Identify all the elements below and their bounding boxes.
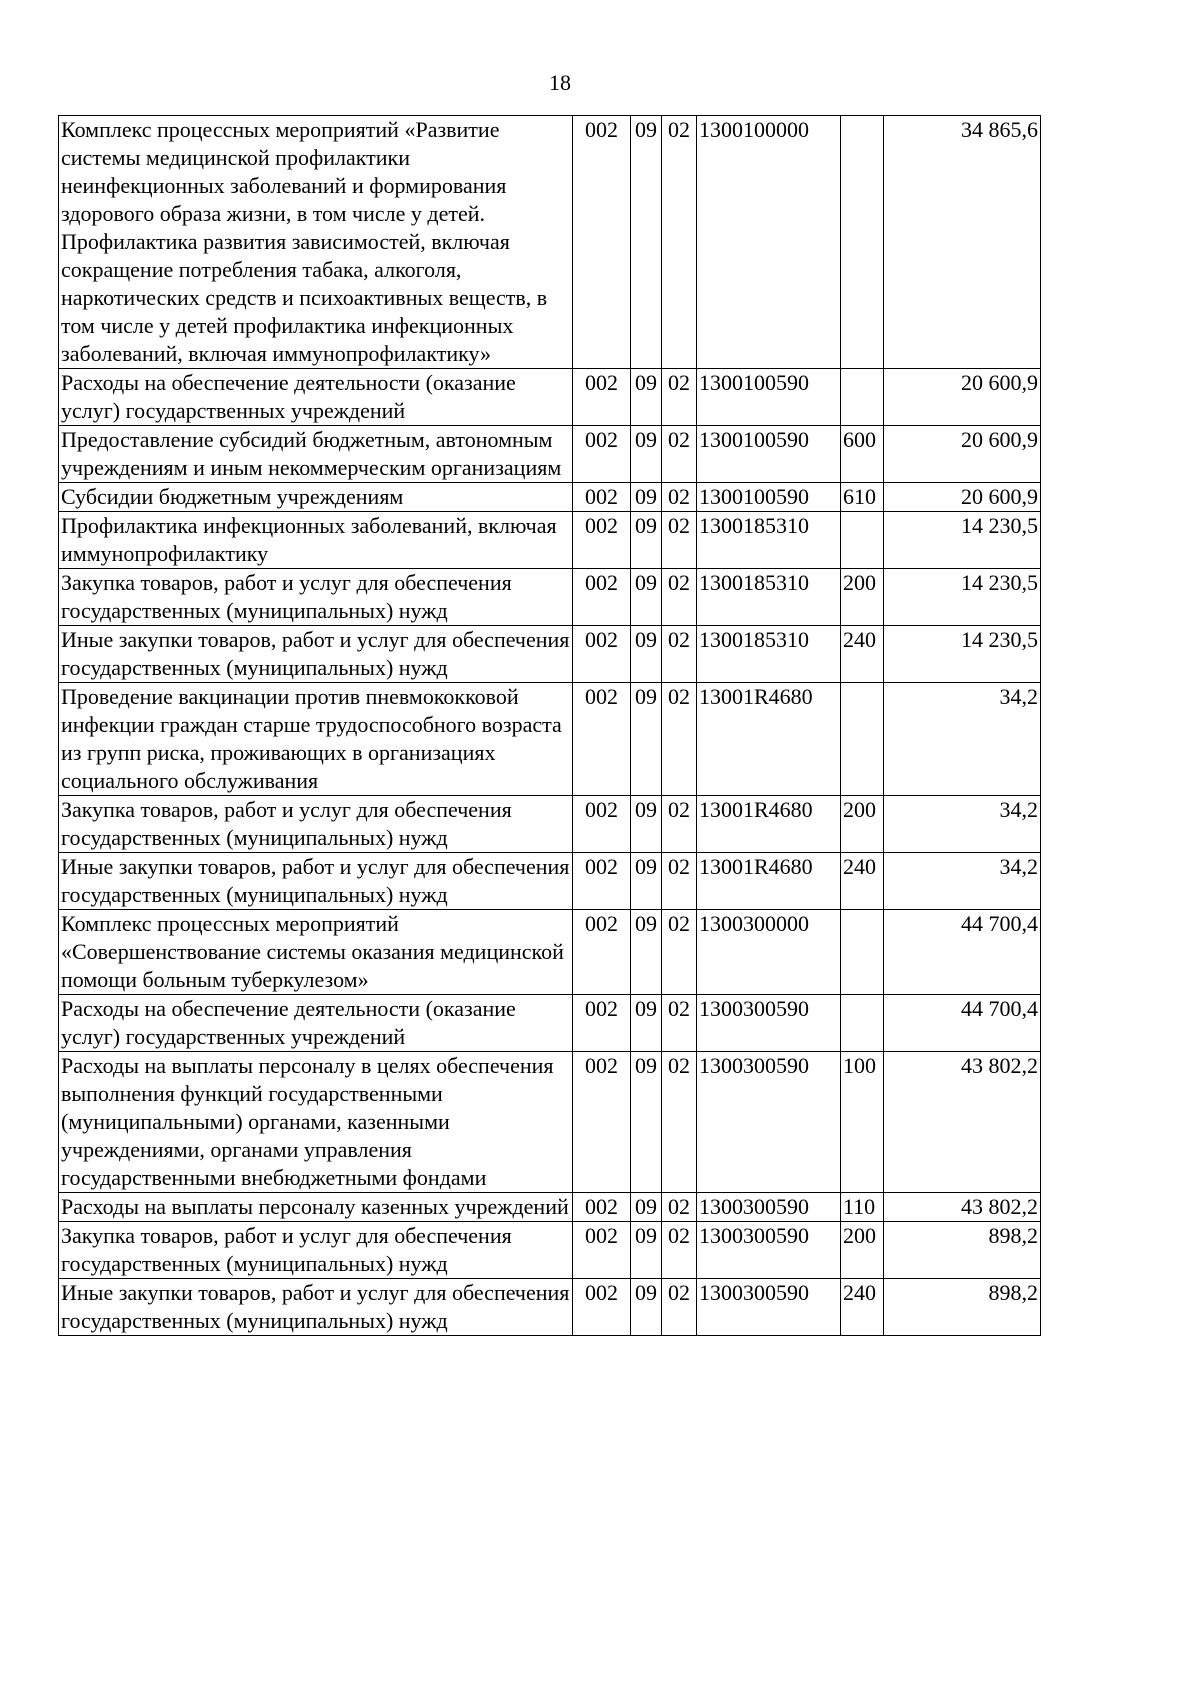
row-section-cell: 09 [631, 1279, 662, 1336]
row-amount-cell: 898,2 [884, 1222, 1041, 1279]
row-code-cell: 002 [573, 426, 631, 483]
row-subsection-cell: 02 [662, 1193, 697, 1222]
table-row [59, 116, 1041, 369]
row-name-cell: Субсидии бюджетным учреждениям [59, 483, 573, 512]
table-row [59, 1052, 1041, 1193]
row-target-article-cell: 1300300590 [697, 995, 841, 1052]
row-name-cell: Расходы на выплаты персоналу в целях обеспечения выполнения функций государственными (муниципальными) органами, казенными учреждениями, органами управления государственными внебюджетными фондами [59, 1052, 573, 1193]
row-subsection-cell: 02 [662, 569, 697, 626]
row-subsection-cell: 02 [662, 683, 697, 796]
row-section-cell: 09 [631, 569, 662, 626]
row-name-cell: Комплекс процессных мероприятий «Совершенствование системы оказания медицинской помощи больным туберкулезом» [59, 910, 573, 995]
table-row [59, 1279, 1041, 1336]
row-amount-cell: 14 230,5 [884, 626, 1041, 683]
page-number: 18 [549, 70, 571, 95]
row-code-cell: 002 [573, 1052, 631, 1193]
row-target-article-cell: 1300100000 [697, 116, 841, 369]
row-section-cell: 09 [631, 1193, 662, 1222]
row-code-cell: 002 [573, 626, 631, 683]
row-amount-cell: 20 600,9 [884, 426, 1041, 483]
row-expense-type-cell [841, 116, 884, 369]
row-section-cell: 09 [631, 910, 662, 995]
row-amount-cell: 14 230,5 [884, 569, 1041, 626]
row-target-article-cell: 1300300000 [697, 910, 841, 995]
row-code-cell: 002 [573, 910, 631, 995]
table-row [59, 910, 1041, 995]
row-amount-cell: 44 700,4 [884, 995, 1041, 1052]
table-row [59, 626, 1041, 683]
row-target-article-cell: 1300100590 [697, 483, 841, 512]
row-name-cell: Расходы на обеспечение деятельности (оказание услуг) государственных учреждений [59, 995, 573, 1052]
row-target-article-cell: 1300100590 [697, 426, 841, 483]
row-expense-type-cell: 600 [841, 426, 884, 483]
row-section-cell: 09 [631, 483, 662, 512]
row-expense-type-cell: 610 [841, 483, 884, 512]
row-expense-type-cell: 200 [841, 796, 884, 853]
row-section-cell: 09 [631, 512, 662, 569]
row-name-cell: Расходы на выплаты персоналу казенных учреждений [59, 1193, 573, 1222]
row-subsection-cell: 02 [662, 796, 697, 853]
row-name-cell: Закупка товаров, работ и услуг для обеспечения государственных (муниципальных) нужд [59, 569, 573, 626]
row-name-cell: Комплекс процессных мероприятий «Развитие системы медицинской профилактики неинфекционных заболеваний и формирования здорового образа жизни, в том числе у детей. Профилактика развития зависимостей, включая сокращение потребления табака, алкоголя, наркотических средств и психоактивных веществ, в том числе у детей профилактика инфекционных заболеваний, включая иммунопрофилактику» [59, 116, 573, 369]
row-section-cell: 09 [631, 369, 662, 426]
row-name-cell: Закупка товаров, работ и услуг для обеспечения государственных (муниципальных) нужд [59, 1222, 573, 1279]
row-target-article-cell: 1300185310 [697, 512, 841, 569]
table-row [59, 796, 1041, 853]
row-subsection-cell: 02 [662, 1052, 697, 1193]
row-code-cell: 002 [573, 483, 631, 512]
budget-table [58, 115, 1041, 1336]
row-subsection-cell: 02 [662, 995, 697, 1052]
row-amount-cell: 34,2 [884, 796, 1041, 853]
table-row [59, 1222, 1041, 1279]
row-amount-cell: 43 802,2 [884, 1193, 1041, 1222]
row-target-article-cell: 1300185310 [697, 626, 841, 683]
row-name-cell: Профилактика инфекционных заболеваний, включая иммунопрофилактику [59, 512, 573, 569]
row-target-article-cell: 13001R4680 [697, 683, 841, 796]
row-subsection-cell: 02 [662, 426, 697, 483]
row-amount-cell: 43 802,2 [884, 1052, 1041, 1193]
row-code-cell: 002 [573, 1279, 631, 1336]
table-row [59, 683, 1041, 796]
table-row [59, 483, 1041, 512]
row-section-cell: 09 [631, 426, 662, 483]
row-expense-type-cell: 110 [841, 1193, 884, 1222]
row-amount-cell: 20 600,9 [884, 483, 1041, 512]
row-section-cell: 09 [631, 853, 662, 910]
row-code-cell: 002 [573, 995, 631, 1052]
row-subsection-cell: 02 [662, 853, 697, 910]
row-name-cell: Иные закупки товаров, работ и услуг для обеспечения государственных (муниципальных) нужд [59, 1279, 573, 1336]
row-subsection-cell: 02 [662, 369, 697, 426]
row-name-cell: Проведение вакцинации против пневмококковой инфекции граждан старше трудоспособного возраста из групп риска, проживающих в организациях социального обслуживания [59, 683, 573, 796]
table-row [59, 995, 1041, 1052]
row-section-cell: 09 [631, 116, 662, 369]
row-code-cell: 002 [573, 853, 631, 910]
row-code-cell: 002 [573, 1193, 631, 1222]
row-subsection-cell: 02 [662, 1279, 697, 1336]
row-amount-cell: 14 230,5 [884, 512, 1041, 569]
row-section-cell: 09 [631, 1052, 662, 1193]
row-amount-cell: 898,2 [884, 1279, 1041, 1336]
row-target-article-cell: 1300300590 [697, 1193, 841, 1222]
table-row [59, 853, 1041, 910]
row-code-cell: 002 [573, 569, 631, 626]
row-subsection-cell: 02 [662, 116, 697, 369]
row-section-cell: 09 [631, 1222, 662, 1279]
row-expense-type-cell: 100 [841, 1052, 884, 1193]
row-code-cell: 002 [573, 1222, 631, 1279]
row-expense-type-cell: 240 [841, 1279, 884, 1336]
row-expense-type-cell: 240 [841, 626, 884, 683]
row-code-cell: 002 [573, 512, 631, 569]
row-expense-type-cell: 200 [841, 1222, 884, 1279]
row-code-cell: 002 [573, 683, 631, 796]
row-code-cell: 002 [573, 796, 631, 853]
row-target-article-cell: 1300100590 [697, 369, 841, 426]
table-row [59, 1193, 1041, 1222]
table-row [59, 369, 1041, 426]
row-section-cell: 09 [631, 796, 662, 853]
table-row [59, 426, 1041, 483]
row-target-article-cell: 1300185310 [697, 569, 841, 626]
row-amount-cell: 44 700,4 [884, 910, 1041, 995]
row-subsection-cell: 02 [662, 910, 697, 995]
row-target-article-cell: 1300300590 [697, 1052, 841, 1193]
row-subsection-cell: 02 [662, 1222, 697, 1279]
table-row [59, 569, 1041, 626]
row-section-cell: 09 [631, 626, 662, 683]
row-target-article-cell: 13001R4680 [697, 853, 841, 910]
row-code-cell: 002 [573, 116, 631, 369]
table-row [59, 512, 1041, 569]
row-expense-type-cell: 200 [841, 569, 884, 626]
budget-table-body [59, 116, 1041, 1336]
row-amount-cell: 34,2 [884, 853, 1041, 910]
row-target-article-cell: 13001R4680 [697, 796, 841, 853]
row-target-article-cell: 1300300590 [697, 1222, 841, 1279]
row-expense-type-cell [841, 512, 884, 569]
row-subsection-cell: 02 [662, 626, 697, 683]
row-expense-type-cell [841, 995, 884, 1052]
row-expense-type-cell [841, 683, 884, 796]
row-name-cell: Предоставление субсидий бюджетным, автономным учреждениям и иным некоммерческим организациям [59, 426, 573, 483]
row-name-cell: Иные закупки товаров, работ и услуг для обеспечения государственных (муниципальных) нужд [59, 626, 573, 683]
row-expense-type-cell: 240 [841, 853, 884, 910]
row-name-cell: Закупка товаров, работ и услуг для обеспечения государственных (муниципальных) нужд [59, 796, 573, 853]
row-section-cell: 09 [631, 683, 662, 796]
row-name-cell: Расходы на обеспечение деятельности (оказание услуг) государственных учреждений [59, 369, 573, 426]
row-section-cell: 09 [631, 995, 662, 1052]
row-subsection-cell: 02 [662, 483, 697, 512]
row-name-cell: Иные закупки товаров, работ и услуг для обеспечения государственных (муниципальных) нужд [59, 853, 573, 910]
row-subsection-cell: 02 [662, 512, 697, 569]
row-amount-cell: 34,2 [884, 683, 1041, 796]
row-code-cell: 002 [573, 369, 631, 426]
row-expense-type-cell [841, 910, 884, 995]
row-amount-cell: 20 600,9 [884, 369, 1041, 426]
row-expense-type-cell [841, 369, 884, 426]
row-target-article-cell: 1300300590 [697, 1279, 841, 1336]
row-amount-cell: 34 865,6 [884, 116, 1041, 369]
